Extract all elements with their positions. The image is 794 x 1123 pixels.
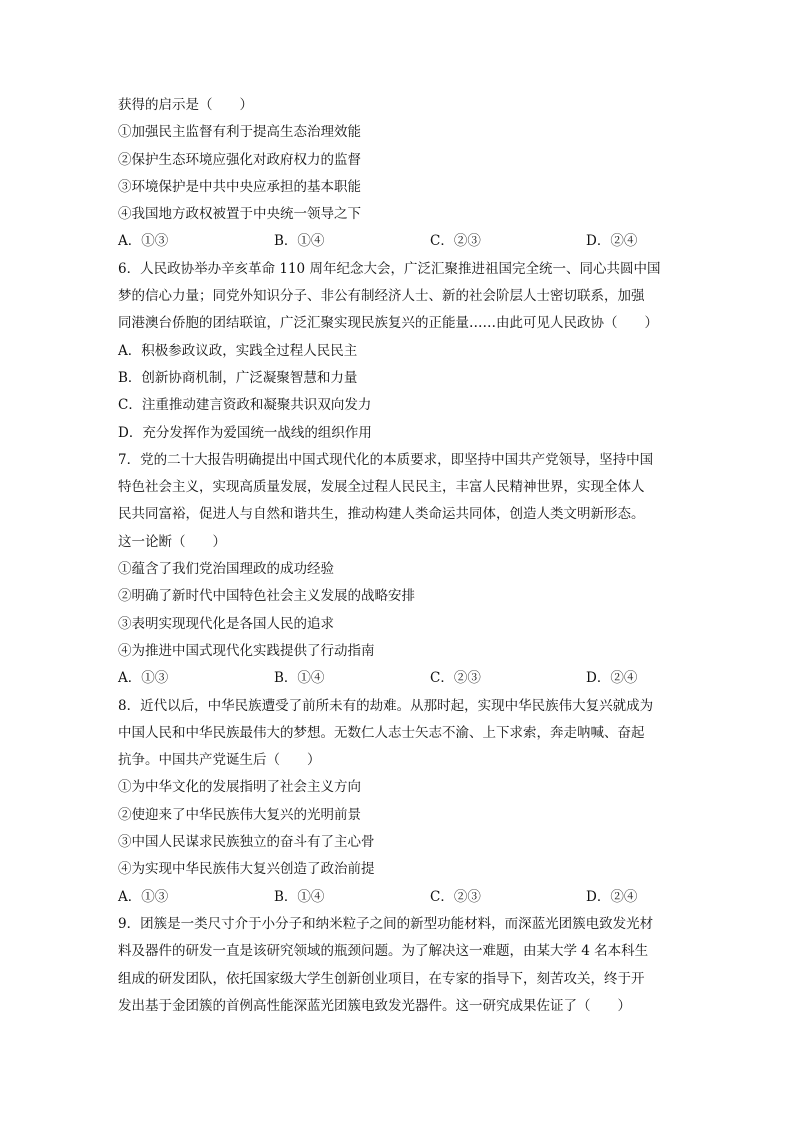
option-b: B．创新协商机制，广泛凝聚智慧和力量	[118, 369, 358, 386]
statement-item: ①加强民主监督有利于提高生态治理效能	[118, 124, 361, 141]
statement-item: ①为中华文化的发展指明了社会主义方向	[118, 779, 361, 796]
statement-item: ②明确了新时代中国特色社会主义发展的战略安排	[118, 588, 415, 605]
answer-options-row	[118, 228, 678, 255]
question-stem-line: 民共同富裕，促进人与自然和谐共生，推动构建人类命运共同体，创造人类文明新形态。	[118, 506, 645, 523]
question-stem-line: 9．团簇是一类尺寸介于小分子和纳米粒子之间的新型功能材料，而深蓝光团簇电致发光材	[118, 915, 654, 932]
question-stem-line: 获得的启示是（ ）	[118, 97, 253, 113]
option-c: C．②③	[430, 233, 481, 250]
question-stem-line: 7．党的二十大报告明确提出中国式现代化的本质要求，即坚持中国共产党领导，坚持中国	[118, 451, 654, 468]
question-stem-line: 8．近代以后，中华民族遭受了前所未有的劫难。从那时起，实现中华民族伟大复兴就成为	[118, 697, 654, 714]
option-a: A．①③	[118, 670, 169, 687]
exam-page	[118, 92, 678, 1020]
statement-item: ①蕴含了我们党治国理政的成功经验	[118, 561, 334, 578]
option-a: A．①③	[118, 233, 169, 250]
question-stem-line: 6．人民政协举办辛亥革命 110 周年纪念大会，广泛汇聚推进祖国完全统一、同心共圆中国	[118, 260, 661, 277]
option-c: C．注重推动建言资政和凝聚共识双向发力	[118, 397, 372, 414]
question-stem-line: 同港澳台侨胞的团结联谊，广泛汇聚实现民族复兴的正能量……由此可见人民政协（ ）	[118, 315, 658, 332]
option-a: A．①③	[118, 888, 169, 905]
question-stem-line: 梦的信心力量；同党外知识分子、非公有制经济人士、新的社会阶层人士密切联系，加强	[118, 288, 645, 305]
question-stem-line: 组成的研发团队，依托国家级大学生创新创业项目，在专家的指导下，刻苦攻关，终于开	[118, 970, 645, 987]
statement-item: ③表明实现现代化是各国人民的追求	[118, 615, 334, 632]
answer-options-row	[118, 665, 678, 692]
question-stem-line: 料及器件的研发一直是该研究领域的瓶颈问题。为了解决这一难题，由某大学 4 名本科生	[118, 943, 649, 960]
option-b: B．①④	[274, 670, 325, 687]
question-stem-line: 发出基于金团簇的首例高性能深蓝光团簇电致发光器件。这一研究成果佐证了（ ）	[118, 997, 631, 1014]
question-stem-line: 中国人民和中华民族最伟大的梦想。无数仁人志士矢志不渝、上下求索，奔走呐喊、奋起	[118, 724, 645, 741]
statement-item: ④为推进中国式现代化实践提供了行动指南	[118, 642, 375, 659]
statement-item: ④我国地方政权被置于中央统一领导之下	[118, 206, 361, 223]
answer-options-row	[118, 884, 678, 911]
question-5-continued	[118, 92, 678, 256]
statement-item: ④为实现中华民族伟大复兴创造了政治前提	[118, 861, 375, 878]
question-stem-line: 这一论断（ ）	[118, 533, 226, 550]
option-d: D．充分发挥作为爱国统一战线的组织作用	[118, 424, 372, 441]
option-a: A．积极参政议政，实践全过程人民民主	[118, 342, 358, 359]
option-b: B．①④	[274, 233, 325, 250]
question-6	[118, 256, 678, 447]
statement-item: ③环境保护是中共中央应承担的基本职能	[118, 178, 361, 195]
question-7	[118, 447, 678, 693]
option-d: D．②④	[586, 670, 638, 687]
option-d: D．②④	[586, 888, 638, 905]
question-stem-line: 特色社会主义，实现高质量发展，发展全过程人民民主，丰富人民精神世界，实现全体人	[118, 479, 645, 496]
option-c: C．②③	[430, 888, 481, 905]
statement-item: ③中国人民谋求民族独立的奋斗有了主心骨	[118, 834, 375, 851]
statement-item: ②保护生态环境应强化对政府权力的监督	[118, 151, 361, 168]
option-d: D．②④	[586, 233, 638, 250]
option-c: C．②③	[430, 670, 481, 687]
question-stem-line: 抗争。中国共产党诞生后（ ）	[118, 752, 321, 769]
option-b: B．①④	[274, 888, 325, 905]
question-8	[118, 693, 678, 911]
question-9	[118, 911, 678, 1020]
statement-item: ②使迎来了中华民族伟大复兴的光明前景	[118, 806, 361, 823]
